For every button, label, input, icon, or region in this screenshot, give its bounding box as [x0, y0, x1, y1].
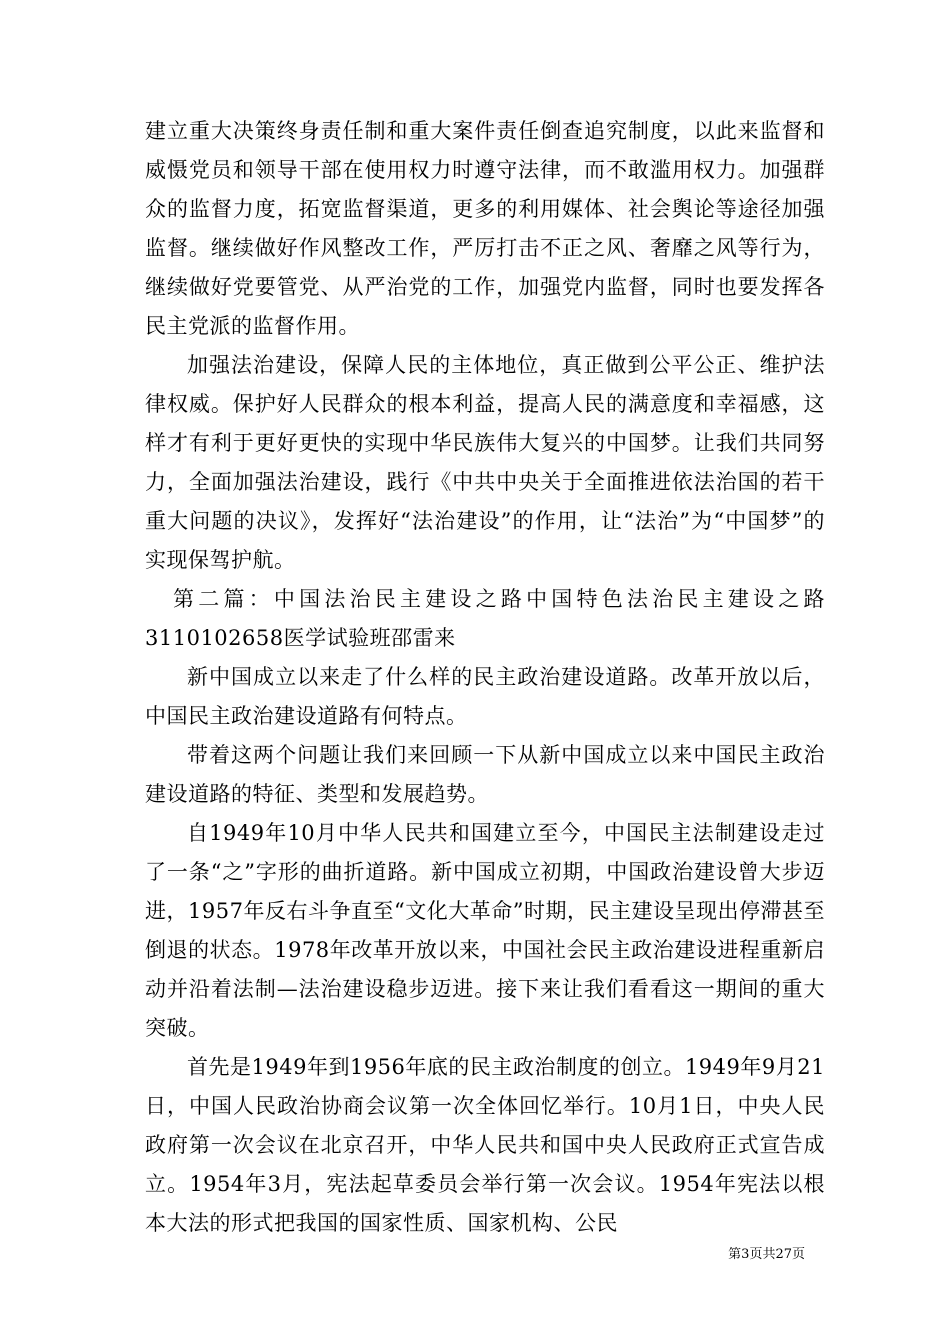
document-body: [145, 112, 825, 1243]
paragraph-founding: 首先是1949年到1956年底的民主政治制度的创立。1949年9月21日，中国人民政治协商会议第一次全体回忆举行。10月1日，中央人民政府第一次会议在北京召开，中华人民共和国中央人民政府正式宣告成立。1954年3月，宪法起草委员会举行第一次会议。1954年宪法以根本大法的形式把我国的国家性质、国家机构、公民: [145, 1055, 825, 1235]
paragraph-history: 自1949年10月中华人民共和国建立至今，中国民主法制建设走过了一条“之”字形的曲折道路。新中国成立初期，中国政治建设曾大步迈进，1957年反右斗争直至“文化大革命”时期，民主建设呈现出停滞甚至倒退的状态。1978年改革开放以来，中国社会民主政治建设进程重新启动并沿着法制—法治建设稳步迈进。接下来让我们看看这一期间的重大突破。: [145, 821, 825, 1040]
paragraph-question: 新中国成立以来走了什么样的民主政治建设道路。改革开放以后，中国民主政治建设道路有何特点。: [145, 665, 825, 728]
paragraph-rule-of-law: 加强法治建设，保障人民的主体地位，真正做到公平公正、维护法律权威。保护好人民群众的根本利益，提高人民的满意度和幸福感，这样才有利于更好更快的实现中华民族伟大复兴的中国梦。让我们共同努力，全面加强法治建设，践行《中共中央关于全面推进依法治国的若干重大问题的决议》，发挥好“法治建设”的作用，让“法治”为“中国梦”的实现保驾护航。: [145, 353, 825, 572]
paragraph-review: 带着这两个问题让我们来回顾一下从新中国成立以来中国民主政治建设道路的特征、类型和发展趋势。: [145, 743, 825, 806]
section-heading: 第二篇：中国法治民主建设之路中国特色法治民主建设之路3110102658医学试验班邵雷来: [145, 587, 825, 650]
page-number-footer: 第3页共27页: [728, 1247, 805, 1262]
paragraph-supervision: 建立重大决策终身责任制和重大案件责任倒查追究制度，以此来监督和威慑党员和领导干部在使用权力时遵守法律，而不敢滥用权力。加强群众的监督力度，拓宽监督渠道，更多的利用媒体、社会舆论等途径加强监督。继续做好作风整改工作，严厉打击不正之风、奢靡之风等行为，继续做好党要管党、从严治党的工作，加强党内监督，同时也要发挥各民主党派的监督作用。: [145, 119, 825, 338]
